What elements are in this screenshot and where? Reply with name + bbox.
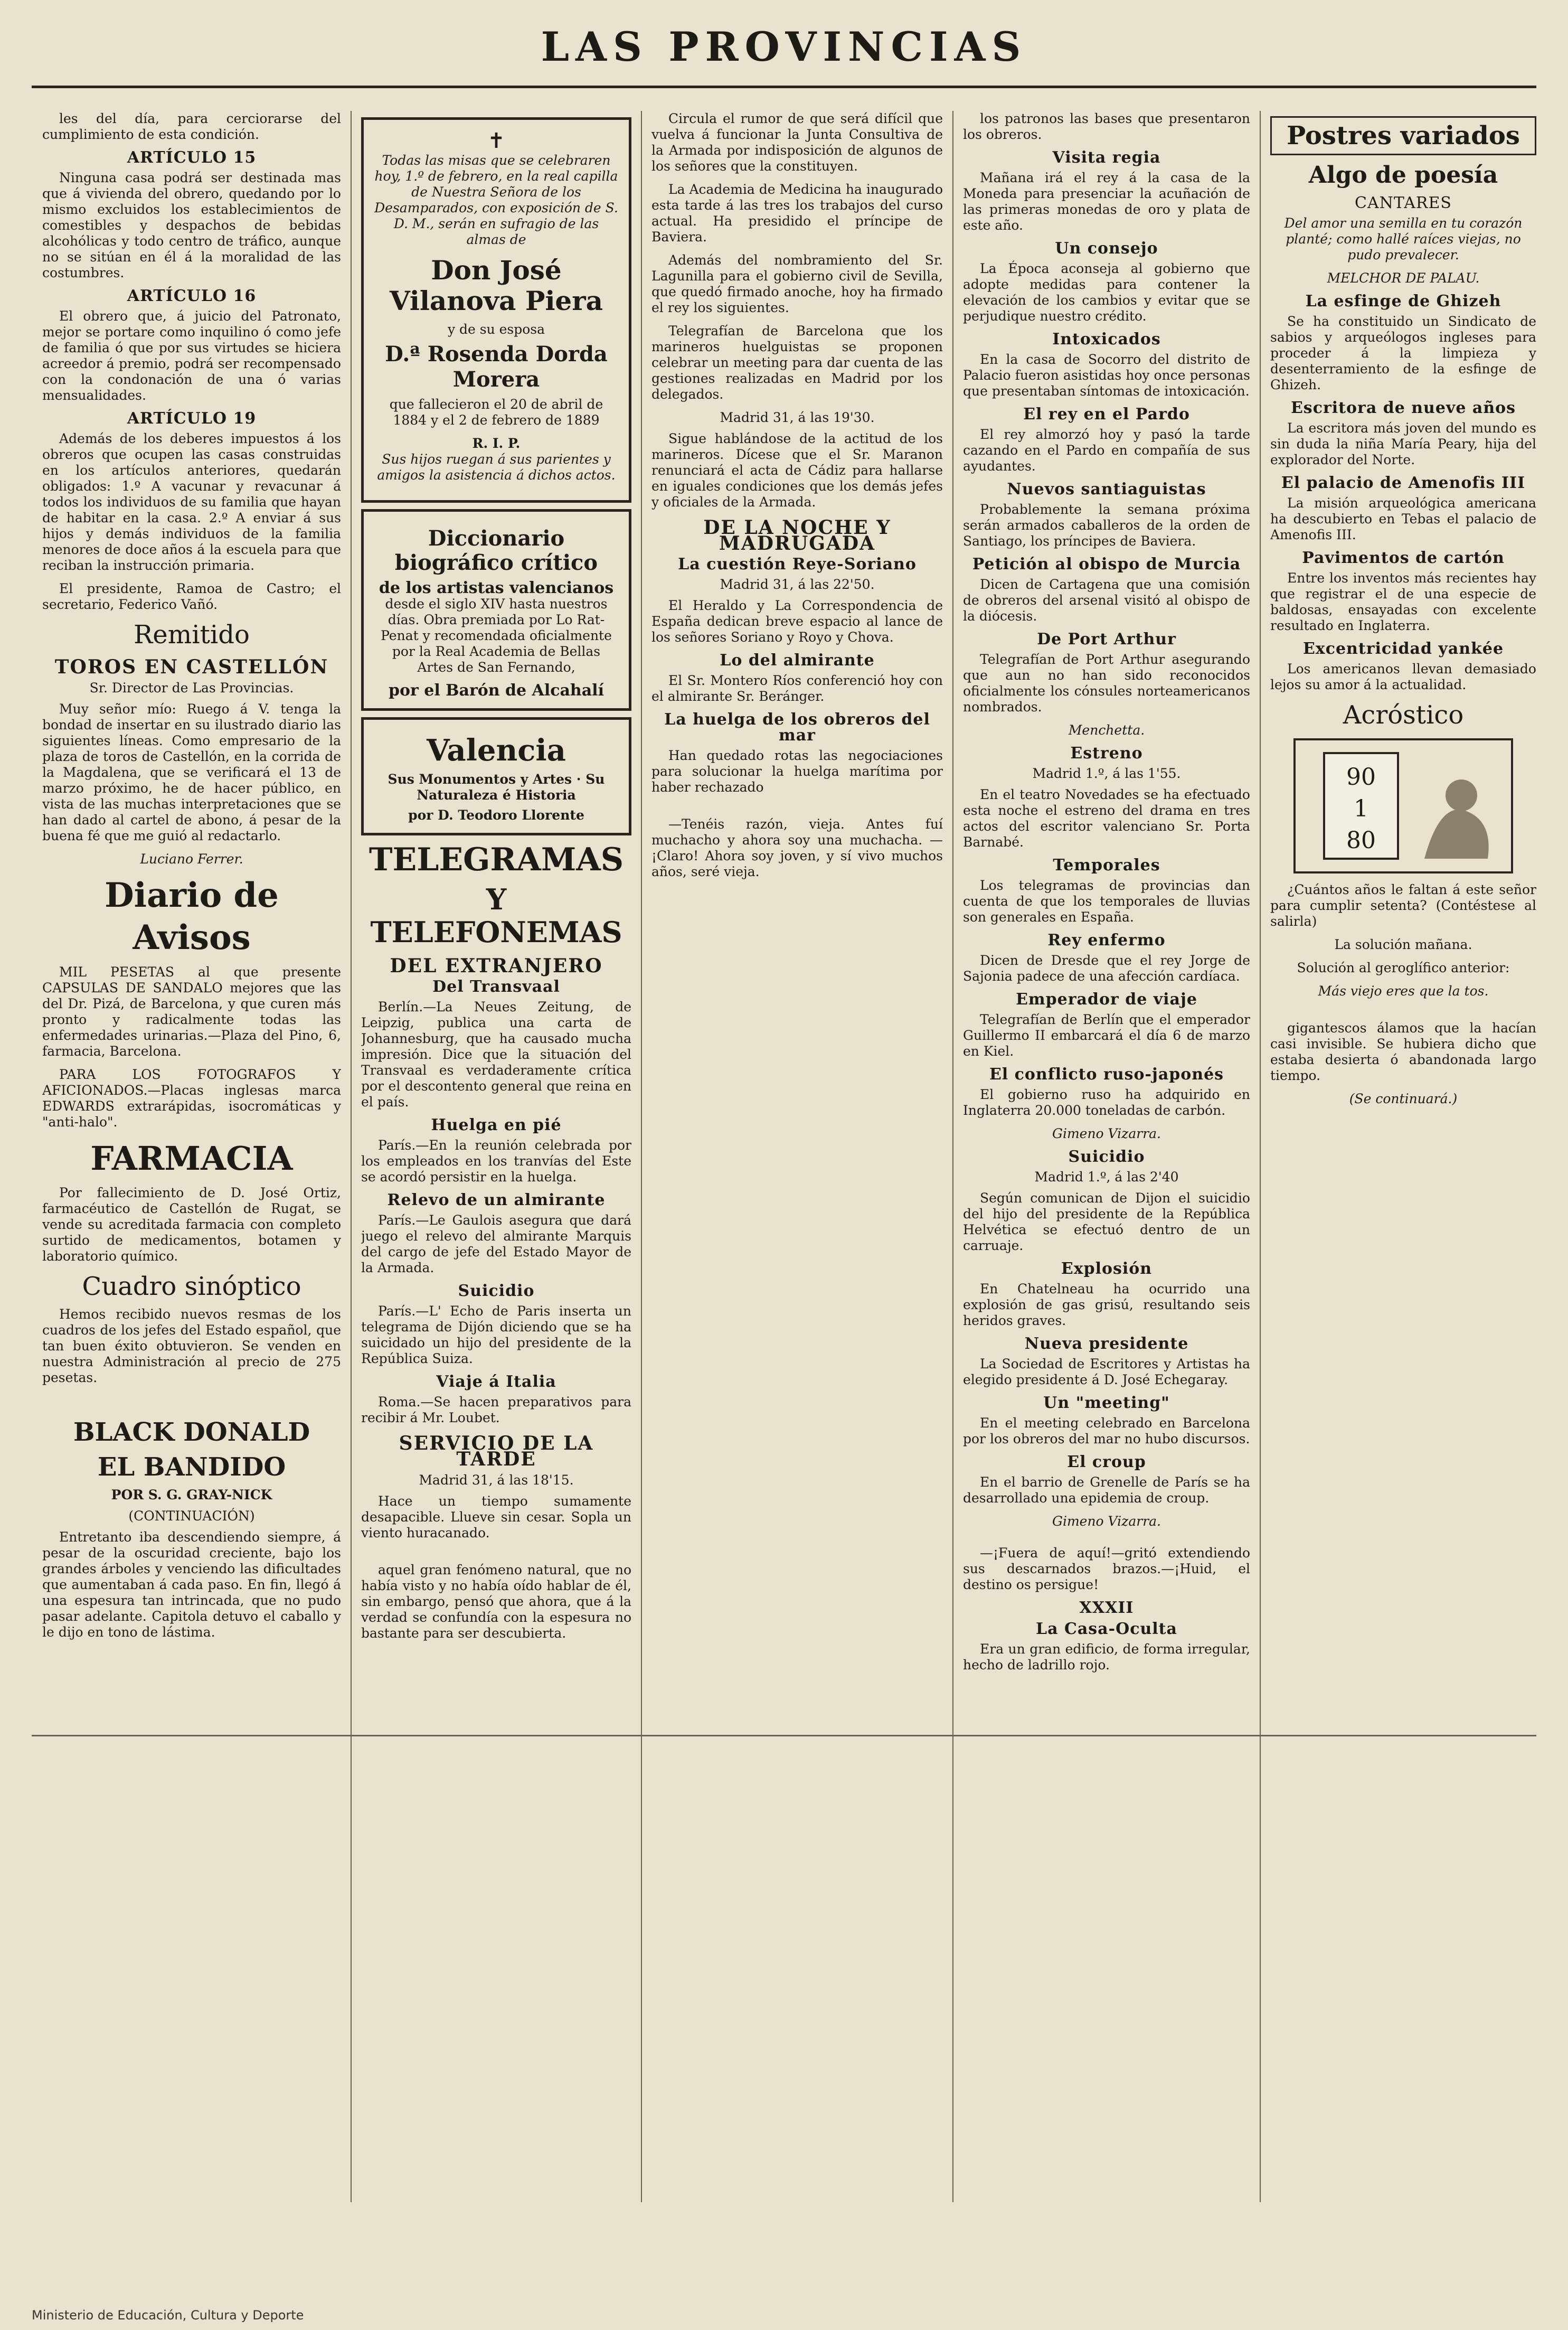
column-rule [952,111,953,2202]
valencia-author: por D. Teodoro Llorente [408,807,584,823]
article-text: En el teatro Novedades se ha efectuado esta noche el estreno del drama en tres actos del escritor valenciano Sr. Porta Barnabé. [963,787,1250,850]
masthead-title: LAS PROVINCIAS [541,23,1027,70]
article-heading: Estreno [1070,744,1143,763]
article-heading: ARTÍCULO 19 [127,409,257,428]
article-heading: Nueva presidente [1024,1335,1189,1353]
remitido-heading: Remitido [134,620,250,650]
novel-title: BLACK DONALD [73,1417,310,1447]
acrostico-illustration [1292,737,1514,875]
archive-footer: Ministerio de Educación, Cultura y Deporte [32,2308,304,2323]
article-text: Telegrafían de Barcelona que los marineros huelguistas se proponen celebrar un meeting para dar cuenta de las gestiones realizadas en Madrid por los delegados. [651,323,943,402]
article-text: La Academia de Medicina ha inaugurado esta tarde á las tres los trabajos del curso actual. Ha presidido el príncipe de Baviera. [651,182,943,245]
article-signature: Gimeno Vizarra. [1052,1126,1161,1141]
novel-text: Entretanto iba descendiendo siempre, á pesar de la oscuridad creciente, bajo los grandes árboles y venciendo las dificultades que aumentaban á cada paso. En fin, llegó á una espesura tan intrincada, que no pudo pasar adelante. Capitola detuvo el caballo y le dijo en tono de lástima. [42,1529,341,1640]
toros-signature: Luciano Ferrer. [140,851,243,867]
masthead [32,6,1536,88]
article-heading: Visita regia [1052,148,1161,167]
article-heading: El rey en el Pardo [1023,405,1190,424]
obituary-footer: Sus hijos ruegan á sus parientes y amigos la asistencia á dichos actos. [377,452,616,483]
dicc-ad [361,509,631,711]
article-heading: Escritora de nueve años [1290,399,1516,417]
cuadro-heading: Cuadro sinóptico [82,1272,301,1301]
novel-continues: (Se continuará.) [1349,1091,1458,1106]
article-text: Mañana irá el rey á la casa de la Moneda para presenciar la acuñación de las primeras monedas de oro y plata de este año. [963,170,1250,233]
cross-icon: ✝ [487,129,505,153]
novel-text: —¡Fuera de aquí!—gritó extendiendo sus descarnados brazos.—¡Huid, el destino os persigue! [963,1545,1250,1592]
article-heading: Emperador de viaje [1016,990,1197,1009]
article-signature: Gimeno Vizarra. [1052,1514,1161,1529]
article-text: Roma.—Se hacen preparativos para recibir á Mr. Loubet. [361,1394,631,1425]
article-text: Ninguna casa podrá ser destinada mas que á vivienda del obrero, quedando por lo mismo excluidos los establecimientos de comestibles y despachos de bebidas alcohólicas y todo centro de tráfico, aunque no se sitúan en él á la moralidad de las costumbres. [42,170,341,280]
article-heading: Suicidio [1068,1148,1145,1166]
article-text: Entre los inventos más recientes hay que registrar el de una especie de baldosas, ensayadas con excelente resultado en Inglaterra. [1270,570,1536,633]
article-text: Los americanos llevan demasiado lejos su amor á la actualidad. [1270,661,1536,692]
article-heading: El croup [1067,1453,1146,1471]
article-heading: ARTÍCULO 15 [127,148,257,167]
article-heading: Petición al obispo de Murcia [972,555,1241,574]
novel-title: EL BANDIDO [97,1452,286,1482]
poesia-heading: Algo de poesía [1308,162,1498,189]
article-text: París.—Le Gaulois asegura que dará juego el relevo del almirante Marquis del cargo de jefe del Estado Mayor de la Armada. [361,1213,631,1275]
article-text: En el barrio de Grenelle de París se ha desarrollado una epidemia de croup. [963,1474,1250,1506]
dateline: Madrid 31, á las 18'15. [419,1472,574,1488]
column-rule [1260,111,1261,2202]
previous-solution: Solución al geroglífico anterior: [1297,960,1510,975]
obituary-dates: que fallecieron el 20 de abril de 1884 y el 2 de febrero de 1889 [389,397,603,428]
section-heading: DE LA NOCHE Y MADRUGADA [703,516,891,555]
article-heading: Temporales [1053,856,1160,875]
article-text: Telegrafían de Port Arthur asegurando que aun no han sido reconocidos oficialmente los cónsules norteamericanos nombrados. [963,652,1250,715]
column-1 [42,111,341,2186]
article-text: El obrero que, á juicio del Patronato, mejor se portare como inquilino ó como jefe de familia ó que por sus virtudes se hiciera acreedor á premio, podrá ser recompensado con la condonación de una ó varias mensualidades. [42,308,341,403]
section-heading: DEL EXTRANJERO [390,955,603,977]
article-text: Los telegramas de provincias dan cuenta de que los temporales de lluvias son generales en España. [963,878,1250,925]
article-text: Según comunican de Dijon el suicidio del hijo del presidente de la República Helvética se efectuó dentro de un carruaje. [963,1190,1250,1253]
obituary-box [361,117,631,503]
novel-author: POR S. G. GRAY-NICK [111,1487,272,1502]
article-text: La Época aconseja al gobierno que adopte medidas para contener la elevación de los cambios y evitar que se perjudique nuestro crédito. [963,261,1250,324]
article-text: Probablemente la semana próxima serán armados caballeros de la orden de Santiago, los príncipes de Baviera. [963,502,1250,549]
obituary-and: y de su esposa [447,322,545,337]
article-heading: Lo del almirante [720,651,875,670]
article-heading: Explosión [1061,1260,1153,1278]
dicc-title: Diccionario biográfico crítico [394,526,598,575]
article-heading: Huelga en pié [431,1116,562,1134]
dateline: Madrid 31, á las 19'30. [720,410,875,425]
column-4 [963,111,1250,2186]
column-3 [651,111,943,2186]
article-text: En Chatelneau ha ocurrido una explosión de gas grisú, resultando seis heridos graves. [963,1281,1250,1328]
article-text: Circula el rumor de que será difícil que vuelva á funcionar la Junta Consultiva de la Armada por indisposición de algunos de los señores que la constituyen. [651,111,943,174]
diario-heading: Diario de Avisos [105,876,279,957]
novel-continuation: (CONTINUACIÓN) [128,1508,255,1524]
article-heading: Intoxicados [1052,330,1161,349]
article-text: Hace un tiempo sumamente desapacible. Llueve sin cesar. Sopla un viento huracanado. [361,1493,631,1540]
article-text: París.—En la reunión celebrada por los empleados en los tranvías del Este se acordó persistir en la huelga. [361,1138,631,1185]
article-text: Telegrafían de Berlín que el emperador Guillermo II embarcará el día 6 de marzo en Kiel. [963,1012,1250,1059]
article-text: El rey almorzó hoy y pasó la tarde cazando en el Pardo en compañía de sus ayudantes. [963,427,1250,474]
toros-address: Sr. Director de Las Provincias. [89,680,294,696]
article-heading: Del Transvaal [432,978,560,996]
section-heading: SERVICIO DE LA TARDE [399,1432,594,1470]
article-text: Además del nombramiento del Sr. Lagunilla para el gobierno civil de Sevilla, que quedó firmado anoche, hoy ha firmado el rey los siguientes. [651,252,943,315]
article-text: La Sociedad de Escritores y Artistas ha elegido presidente á D. José Echegaray. [963,1356,1250,1387]
dicc-subtitle: de los artistas valencianos [379,579,614,597]
article-text: El gobierno ruso ha adquirido en Inglaterra 20.000 toneladas de carbón. [963,1087,1250,1118]
article-heading: ARTÍCULO 16 [127,287,257,305]
article-text: Se ha constituido un Sindicato de sabios y arqueólogos ingleses para proceder á la limpieza y desenterramiento de la esfinge de Ghizeh. [1270,314,1536,392]
cantares-text: Del amor una semilla en tu corazón planté; como hallé raíces viejas, no pudo prevalecer. [1284,215,1523,262]
article-heading: La esfinge de Ghizeh [1305,292,1501,311]
obituary-rip: R. I. P. [472,436,521,451]
ad-text: Hemos recibido nuevos resmas de los cuadros de los jefes del Estado español, que tan buen éxito obtuvieron. Se venden en nuestra Administración al precio de 275 pesetas. [42,1307,341,1385]
article-heading: Excentricidad yankée [1302,640,1504,658]
toros-heading: TOROS EN CASTELLÓN [54,656,329,678]
column-2 [361,111,631,2186]
obituary-lead: Todas las misas que se celebraren hoy, 1.º de febrero, en la real capilla de Nuestra Señora de los Desamparados, con exposición de S. D. M., serán en sufragio de las almas de [374,153,618,247]
postres-heading: Postres variados [1270,116,1536,155]
article-text: Dicen de Dresde que el rey Jorge de Sajonia padece de una afección cardíaca. [963,953,1250,984]
dicc-author: por el Barón de Alcahalí [389,681,604,700]
article-heading: Rey enfermo [1047,931,1166,950]
article-heading: El palacio de Amenofis III [1281,474,1526,492]
novel-chapter-title: La Casa-Oculta [1036,1620,1177,1638]
acrostico-text: ¿Cuántos años le faltan á este señor para cumplir setenta? (Contéstese al salirla) [1270,882,1536,929]
ad-text: MIL PESETAS al que presente CAPSULAS DE SANDALO mejores que las del Dr. Pizá, de Barcelona, y que curen más pronto y radicalmente todas las enfermedades urinarias.—Plaza del Pino, 6, farmacia, Barcelona. [42,964,341,1059]
cantares-signature: MELCHOR DE PALAU. [1327,270,1480,286]
article-text: La misión arqueológica americana ha descubierto en Tebas el palacio de Amenofis III. [1270,495,1536,542]
column-5 [1270,111,1536,2186]
article-text: El Sr. Montero Ríos conferenció hoy con el almirante Sr. Beránger. [651,673,943,704]
novel-text: gigantescos álamos que la hacían casi invisible. Se hubiera dicho que estaba desierta ó abandonada largo tiempo. [1270,1020,1536,1083]
article-heading: El conflicto ruso-japonés [989,1065,1224,1084]
toros-text: Muy señor mío: Ruego á V. tenga la bondad de insertar en su ilustrado diario las siguientes líneas. Como empresario de la plaza de toros de Castellón, en la corrida de la Magdalena, que se verificará el 13 de marzo próximo, he de hacer público, en vista de las muchas interpretaciones que se han dado al cartel de abono, á pesar de la buena fé que me guió al redactarlo. [42,701,341,843]
article-text: París.—L' Echo de Paris inserta un telegrama de Dijón diciendo que se ha suicidado un hijo del presidente de la República Suiza. [361,1303,631,1366]
obituary-name: Don José Vilanova Piera [389,255,603,316]
article-text: Además de los deberes impuestos á los obreros que ocupen las casas construidas en los artículos anteriores, quedarán obligados: 1.º A vacunar y revacunar á todos los individuos de su familia que hayan de habitar en la casa. 2.º A enviar á sus hijos y demás individuos de la familia menores de doce años á la escuela para que reciban la instrucción primaria. [42,431,341,573]
acrostico-heading: Acróstico [1343,700,1464,730]
telegramas-heading: TELEGRAMAS [369,841,624,878]
novel-text: aquel gran fenómeno natural, que no había visto y no había oído hablar de él, sin embargo, pensó que ahora, que á la verdad se confundía con la espesura no bastante para ser descubierta. [361,1562,631,1641]
article-text: los patronos las bases que presentaron los obreros. [963,111,1250,142]
obituary-name: D.ª Rosenda Dorda Morera [385,342,608,392]
article-heading: La huelga de los obreros del mar [664,710,930,745]
novel-text: Era un gran edificio, de forma irregular, hecho de ladrillo rojo. [963,1641,1250,1673]
article-text: les del día, para cerciorarse del cumplimiento de esta condición. [42,111,341,142]
cantares-heading: CANTARES [1355,194,1452,212]
dateline: Madrid 1.º, á las 2'40 [1034,1169,1179,1185]
article-heading: Relevo de un almirante [387,1191,606,1209]
ad-text: PARA LOS FOTOGRAFOS Y AFICIONADOS.—Placas inglesas marca EDWARDS extrarápidas, isocromáticas y "anti-halo". [42,1067,341,1130]
valencia-subtitle: Sus Monumentos y Artes · Su Naturaleza é Historia [388,772,605,803]
article-heading: Un consejo [1055,239,1158,258]
novel-chapter-number: XXXII [1079,1599,1134,1617]
article-text: Dicen de Cartagena que una comisión de obreros del arsenal visitó al obispo de la diócesis. [963,577,1250,624]
article-heading: Pavimentos de cartón [1302,549,1505,567]
telegramas-heading: Y TELEFONEMAS [370,882,622,949]
article-heading: La cuestión Reye-Soriano [678,555,917,574]
column-rule [351,111,352,2202]
novel-text: —Tenéis razón, vieja. Antes fuí muchacho y ahora soy una muchacha. —¡Claro! Ahora soy joven, y sí vivo muchos años, seré vieja. [651,816,943,879]
article-heading: Un "meeting" [1043,1394,1170,1412]
article-text: La escritora más joven del mundo es sin duda la niña María Peary, hija del explorador del Norte. [1270,420,1536,467]
acrostico-solution: La solución mañana. [1334,937,1472,952]
ad-text: Por fallecimiento de D. José Ortiz, farmacéutico de Castellón de Rugat, se vende su acreditada farmacia con completo surtido de medicamentos, botamen y laboratorio químico. [42,1185,341,1264]
valencia-title: Valencia [427,733,566,768]
dateline: Madrid 31, á las 22'50. [720,577,875,592]
article-text: Berlín.—La Neues Zeitung, de Leipzig, publica una carta de Johannesburg, que ha causado mucha impresión. Dice que la situación del Transvaal es verdaderamente crítica por el descontento general que reina en el país. [361,999,631,1110]
article-heading: De Port Arthur [1037,630,1176,649]
farmacia-heading: FARMACIA [90,1139,293,1178]
valencia-ad [361,717,631,835]
article-text: En la casa de Socorro del distrito de Palacio fueron asistidas hoy once personas que presentaban síntomas de intoxicación. [963,352,1250,399]
article-text: Han quedado rotas las negociaciones para solucionar la huelga marítima por haber rechazado [651,748,943,795]
article-text: Sigue hablándose de la actitud de los marineros. Dícese que el Sr. Maranon renunciará el acta de Cádiz para hallarse en iguales condiciones que los demás jefes y oficiales de la Armada. [651,431,943,510]
article-text: En el meeting celebrado en Barcelona por los obreros del mar no hubo discursos. [963,1415,1250,1446]
previous-solution-text: Más viejo eres que la tos. [1318,983,1489,999]
dicc-text: desde el siglo XIV hasta nuestros días. Obra premiada por Lo Rat-Penat y recomendada oficialmente por la Real Academia de Bellas Artes de San Fernando, [381,596,612,675]
article-text: El Heraldo y La Correspondencia de España dedican breve espacio al lance de los señores Soriano y Royo y Chova. [651,598,943,645]
article-heading: Nuevos santiaguistas [1007,480,1206,499]
column-rule [641,111,642,2202]
article-signature: El presidente, Ramoa de Castro; el secretario, Federico Vañó. [42,581,341,612]
acrostico-glyph: 90 1 80 [1346,764,1376,854]
article-heading: Suicidio [458,1282,535,1300]
dateline: Madrid 1.º, á las 1'55. [1032,766,1181,781]
article-signature: Menchetta. [1068,722,1145,738]
article-heading: Viaje á Italia [436,1373,556,1391]
